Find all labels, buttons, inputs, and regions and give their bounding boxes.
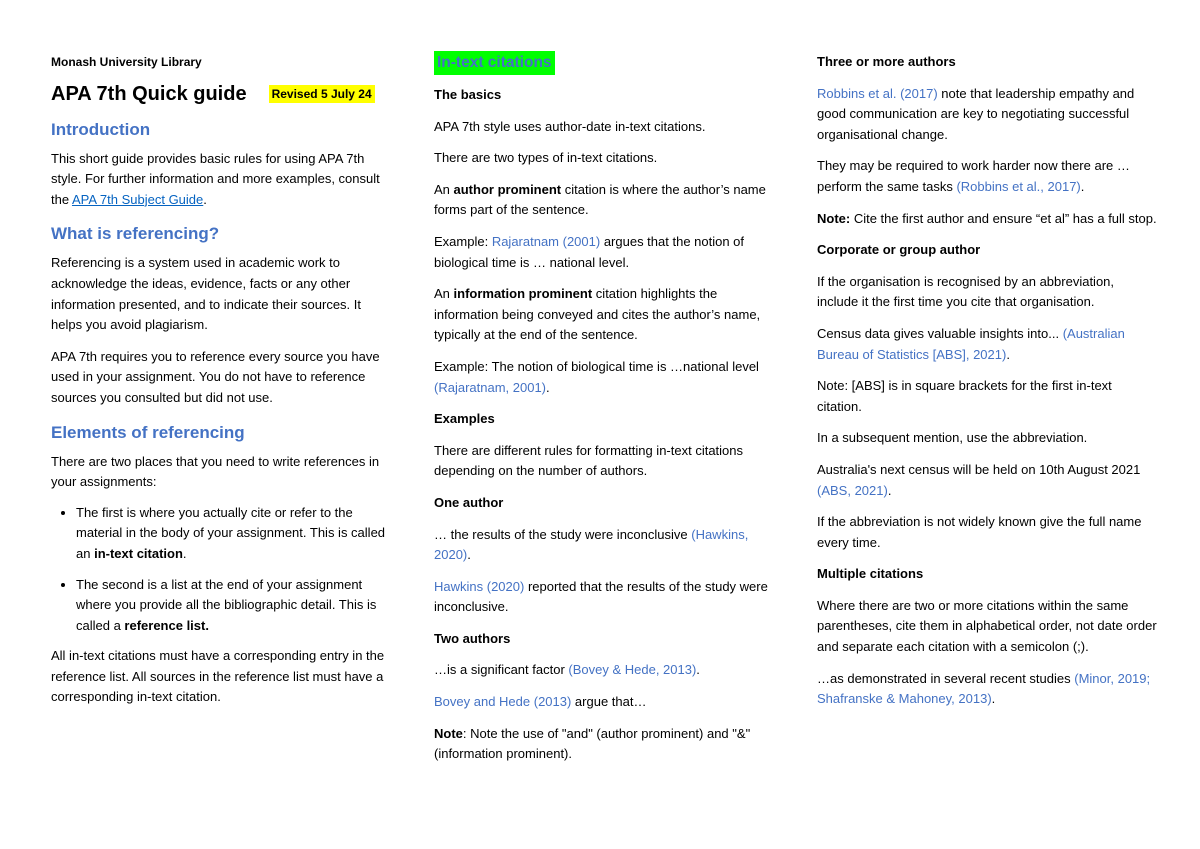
citation: (Bovey & Hede, 2013) <box>568 662 697 678</box>
intro-paragraph: This short guide provides basic rules for using APA 7th style. For further information and more examples, consult the APA 7th Subject Guide. <box>51 150 380 207</box>
citation: Hawkins (2020) <box>434 578 525 594</box>
heading-one-author: One author <box>434 494 504 510</box>
corporate-example-2: Australia's next census will be held on 10th August 2021 (ABS, 2021). <box>817 461 1141 498</box>
list-item: • The second is a list at the end of your assignment where you provide all the bibliographic detail. This is called a reference list. <box>76 575 391 637</box>
citation: (Hawkins, 2020) <box>434 526 749 563</box>
elements-list <box>51 503 391 637</box>
citation: Rajaratnam (2001) <box>491 233 601 249</box>
title-row <box>51 83 391 106</box>
example-author-prominent: Example: Rajaratnam (2001) argues that the notion of biological time is … national level. <box>434 233 745 270</box>
two-authors-note: Note: Note the use of "and" (author prominent) and "&" (information prominent). <box>434 725 751 762</box>
basics-paragraph-2: There are two types of in-text citations. <box>434 150 658 166</box>
author-prominent-paragraph: An author prominent citation is where the author’s name forms part of the sentence. <box>434 181 766 218</box>
examples-paragraph: There are different rules for formatting in-text citations depending on the number of authors. <box>434 442 744 479</box>
three-authors-note: Note: Cite the first author and ensure “et al” has a full stop. <box>817 210 1157 226</box>
information-prominent-paragraph: An information prominent citation highlights the information being conveyed and cites the author’s name, typically at the end of the sentence. <box>434 286 761 343</box>
revised-badge: Revised 5 July 24 <box>269 85 375 103</box>
heading-examples: Examples <box>434 411 495 427</box>
corporate-paragraph-full-name: If the abbreviation is not widely known give the full name every time. <box>817 514 1142 550</box>
list-item: • The first is where you actually cite or refer to the material in the body of your assignment. This is called an in-text citation. <box>76 503 391 565</box>
page-title: APA 7th Quick guide <box>51 82 247 105</box>
citation: (ABS, 2021) <box>817 482 888 498</box>
elements-intro: There are two places that you need to write references in your assignments: <box>51 453 380 490</box>
citation: (Robbins et al., 2017) <box>956 178 1081 194</box>
example-information-prominent: Example: The notion of biological time is …national level (Rajaratnam, 2001). <box>434 358 759 395</box>
corporate-paragraph-1: If the organisation is recognised by an abbreviation, include it the first time you cite that organisation. <box>817 273 1115 310</box>
closing-paragraph: All in-text citations must have a corresponding entry in the reference list. All sources in the reference list must have a corresponding in-text citation. <box>51 648 385 705</box>
multiple-paragraph: Where there are two or more citations within the same parentheses, cite them in alphabetical order, not date order and separate each citation with a semicolon (;). <box>817 597 1157 655</box>
column-left <box>51 0 391 708</box>
column-middle <box>434 0 774 765</box>
citation: Robbins et al. (2017) <box>817 85 938 101</box>
heading-introduction: Introduction <box>51 119 151 139</box>
basics-paragraph-1: APA 7th style uses author-date in-text citations. <box>434 118 706 134</box>
citation: Bovey and Hede (2013) <box>434 694 572 710</box>
column-right <box>817 0 1157 710</box>
citation: (Rajaratnam, 2001) <box>434 379 546 395</box>
corporate-example-1: Census data gives valuable insights into... (Australian Bureau of Statistics [ABS], 2021). <box>817 325 1125 362</box>
what-paragraph-1: Referencing is a system used in academic work to acknowledge the ideas, evidence, facts or any other information presented, and to indicate their sources. It helps you avoid plagiarism. <box>51 255 362 333</box>
heading-the-basics: The basics <box>434 87 502 102</box>
corporate-note: Note: [ABS] is in square brackets for the first in-text citation. <box>817 378 1112 414</box>
heading-two-authors: Two authors <box>434 630 511 646</box>
heading-elements-of-referencing: Elements of referencing <box>51 422 245 442</box>
heading-in-text-citations: In-text citations <box>434 51 555 75</box>
multiple-example: …as demonstrated in several recent studies (Minor, 2019; Shafranske & Mahoney, 2013). <box>817 670 1151 707</box>
heading-multiple-citations: Multiple citations <box>817 566 924 582</box>
citation: (Minor, 2019; Shafranske & Mahoney, 2013) <box>817 670 1151 707</box>
library-name: Monash University Library <box>51 55 202 69</box>
three-authors-example-2: They may be required to work harder now there are … perform the same tasks (Robbins et al., 2017). <box>817 158 1130 194</box>
heading-corporate-author: Corporate or group author <box>817 242 981 258</box>
what-paragraph-2: APA 7th requires you to reference every source you have used in your assignment. You do not have to reference sources you consulted but did not use. <box>51 348 380 405</box>
corporate-paragraph-subsequent: In a subsequent mention, use the abbreviation. <box>817 430 1088 446</box>
citation: (Australian Bureau of Statistics [ABS], 2021) <box>817 325 1125 362</box>
one-author-example-1: … the results of the study were inconclusive (Hawkins, 2020). <box>434 526 749 563</box>
two-authors-example-2: Bovey and Hede (2013) argue that… <box>434 694 647 710</box>
two-authors-example-1: …is a significant factor (Bovey & Hede, 2013). <box>434 662 700 678</box>
apa-subject-guide-link[interactable]: APA 7th Subject Guide <box>71 191 204 207</box>
one-author-example-2: Hawkins (2020) reported that the results of the study were inconclusive. <box>434 578 768 615</box>
heading-three-or-more-authors: Three or more authors <box>817 54 956 69</box>
three-authors-example-1: Robbins et al. (2017) note that leadership empathy and good communication are key to negotiating successful organisational change. <box>817 85 1135 142</box>
heading-what-is-referencing: What is referencing? <box>51 224 220 244</box>
